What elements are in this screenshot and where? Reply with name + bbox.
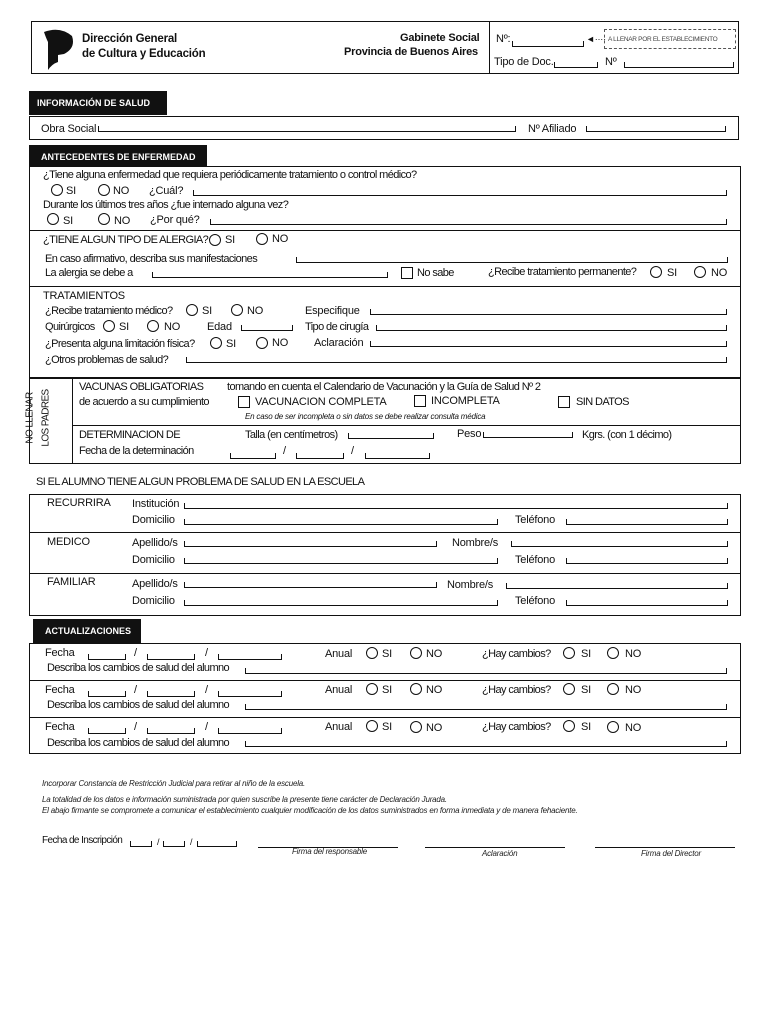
update-3-anual-si-label: SI <box>382 721 392 733</box>
update-2-cambios-si-radio[interactable] <box>563 683 575 695</box>
obra-social-field[interactable] <box>98 123 516 132</box>
alergia-question: ¿TIENE ALGUN TIPO DE ALERGIA? <box>43 234 209 246</box>
update-3-slash-2: / <box>205 721 208 733</box>
escuela-divider-2 <box>29 573 741 574</box>
quirurgicos-no-radio[interactable] <box>147 320 159 332</box>
escuela-title: SI EL ALUMNO TIENE ALGUN PROBLEMA DE SALUD EN LA ESCUELA <box>36 476 365 488</box>
tratamiento-perm-no-radio[interactable] <box>694 266 706 278</box>
familiar-domicilio-label: Domicilio <box>132 595 175 607</box>
internado-question: Durante los últimos tres años ¿fue internado alguna vez? <box>43 199 289 211</box>
medico-label: MEDICO <box>47 536 90 548</box>
update-2-cambios-no-radio[interactable] <box>607 683 619 695</box>
vacunacion-completa-checkbox[interactable] <box>238 396 250 408</box>
footer-aclaracion-label: Aclaración <box>482 849 518 858</box>
determinacion-label: DETERMINACION DE <box>79 429 181 441</box>
update-2-anual-si-label: SI <box>382 684 392 696</box>
quirurgicos-si-label: SI <box>119 321 129 333</box>
update-3-describa-label: Describa los cambios de salud del alumno <box>47 737 230 749</box>
medico-nombre-label: Nombre/s <box>452 537 499 549</box>
update-3-anual-label: Anual <box>325 721 353 733</box>
familiar-telefono-label: Teléfono <box>515 595 555 607</box>
firma-director-label: Firma del Director <box>641 849 701 858</box>
talla-field[interactable] <box>348 430 434 439</box>
edad-field[interactable] <box>241 322 293 331</box>
section-actualizaciones-title: ACTUALIZACIONES <box>33 619 141 643</box>
arrow-left-icon: ◄···· <box>586 34 606 44</box>
inscripcion-slash-1: / <box>157 837 160 847</box>
otros-field[interactable] <box>186 354 727 363</box>
update-1-describa-field[interactable] <box>245 665 727 674</box>
update-2-anual-label: Anual <box>325 684 353 696</box>
institution-name-2: de Cultura y Educación <box>82 48 206 60</box>
alergia-afirmativo-label: En caso afirmativo, describa sus manifestaciones <box>45 253 258 265</box>
no-sabe-label: No sabe <box>417 267 454 279</box>
tratamiento-perm-label: ¿Recibe tratamiento permanente? <box>488 266 637 278</box>
numero-label: Nº: <box>496 33 511 45</box>
quirurgicos-no-label: NO <box>164 321 181 333</box>
inscripcion-day-field[interactable] <box>130 838 152 847</box>
institucion-label: Institución <box>132 498 180 510</box>
cual-field[interactable] <box>193 187 727 196</box>
update-1-anual-no-label: NO <box>426 648 443 660</box>
update-3-anual-no-radio[interactable] <box>410 721 422 733</box>
update-3-cambios-no-radio[interactable] <box>607 721 619 733</box>
footer-note-3: El abajo firmante se compromete a comunicar el establecimiento cualquier modificación de los datos suministrados en forma inmediata y de manera fehaciente. <box>42 806 578 815</box>
footer-note-1: Incorporar Constancia de Restricción Judicial para retirar al niño de la escuela. <box>42 779 306 788</box>
obra-social-label: Obra Social <box>41 123 97 135</box>
recurrira-domicilio-field[interactable] <box>184 516 498 525</box>
alergia-debe-label: La alergia se debe a <box>45 267 133 279</box>
vacunacion-incompleta-checkbox[interactable] <box>414 395 426 407</box>
tipo-cirugia-label: Tipo de cirugía <box>305 321 369 333</box>
vacunas-side-divider <box>72 378 73 464</box>
afiliado-field[interactable] <box>586 123 726 132</box>
enfermedad-question: ¿Tiene alguna enfermedad que requiera periódicamente tratamiento o control médico? <box>43 169 417 181</box>
familiar-apellido-field[interactable] <box>184 579 437 588</box>
alergia-manifestaciones-field[interactable] <box>296 254 728 263</box>
update-3-cambios-label: ¿Hay cambios? <box>482 721 551 733</box>
quirurgicos-label: Quirúrgicos <box>45 321 95 333</box>
vacunacion-completa-label: VACUNACION COMPLETA <box>255 396 387 408</box>
update-2-describa-label: Describa los cambios de salud del alumno <box>47 699 230 711</box>
tratamientos-title: TRATAMIENTOS <box>43 290 125 302</box>
limitacion-si-radio[interactable] <box>210 337 222 349</box>
peso-field[interactable] <box>483 429 573 438</box>
internado-si-label: SI <box>63 215 73 227</box>
alergia-debe-field[interactable] <box>152 269 388 278</box>
enfermedad-si-label: SI <box>66 185 76 197</box>
vacunas-text-1: tomando en cuenta el Calendario de Vacunación y la Guía de Salud Nº 2 <box>227 381 541 393</box>
fecha-det-slash-2: / <box>351 445 354 457</box>
aclaracion-field[interactable] <box>370 338 727 347</box>
inscripcion-year-field[interactable] <box>197 838 237 847</box>
nro-field[interactable] <box>624 59 734 68</box>
gabinete-name-2: Provincia de Buenos Aires <box>344 46 478 58</box>
limitacion-no-label: NO <box>272 337 289 349</box>
vacunas-note: En caso de ser incompleta o sin datos se debe realizar consulta médica <box>245 412 486 421</box>
alergia-no-radio[interactable] <box>256 233 268 245</box>
footer-note-2: La totalidad de los datos e información suministrada por quien suscribe la presente tiene carácter de Declaración Jurada. <box>42 795 447 804</box>
familiar-nombre-label: Nombre/s <box>447 579 494 591</box>
peso-label: Peso <box>457 428 482 440</box>
otros-label: ¿Otros problemas de salud? <box>45 354 169 366</box>
province-logo-icon <box>42 28 76 70</box>
update-3-describa-field[interactable] <box>245 738 727 747</box>
tipo-cirugia-field[interactable] <box>376 322 727 331</box>
update-2-slash-2: / <box>205 684 208 696</box>
aclaracion-line <box>425 847 565 848</box>
update-1-cambios-si-radio[interactable] <box>563 647 575 659</box>
update-1-cambios-no-label: NO <box>625 648 642 660</box>
trat-medico-si-radio[interactable] <box>186 304 198 316</box>
update-1-slash-2: / <box>205 647 208 659</box>
tratamiento-perm-no-label: NO <box>711 267 728 279</box>
vacunas-side-label-2: LOS PADRES <box>40 389 52 447</box>
firma-responsable-label: Firma del responsable <box>292 847 367 856</box>
update-3-year-field[interactable] <box>218 725 282 734</box>
update-1-day-field[interactable] <box>88 651 126 660</box>
internado-no-radio[interactable] <box>98 213 110 225</box>
medico-apellido-label: Apellido/s <box>132 537 178 549</box>
tipo-doc-label: Tipo de Doc. <box>494 56 554 68</box>
afiliado-label: Nº Afiliado <box>528 123 577 135</box>
institucion-field[interactable] <box>184 500 728 509</box>
update-3-cambios-no-label: NO <box>625 722 642 734</box>
update-3-month-field[interactable] <box>147 725 195 734</box>
antecedentes-divider-1 <box>29 230 741 231</box>
tipo-doc-field[interactable] <box>554 59 598 68</box>
update-2-slash-1: / <box>134 684 137 696</box>
update-3-cambios-si-radio[interactable] <box>563 720 575 732</box>
header-divider <box>489 21 490 74</box>
update-2-year-field[interactable] <box>218 688 282 697</box>
trat-medico-label: ¿Recibe tratamiento médico? <box>45 305 173 317</box>
update-2-anual-no-label: NO <box>426 684 443 696</box>
internado-no-label: NO <box>114 215 131 227</box>
update-1-month-field[interactable] <box>147 651 195 660</box>
establishment-note: A LLENAR POR EL ESTABLECIMIENTO <box>608 36 718 43</box>
vacunas-divider <box>72 425 741 426</box>
tratamiento-perm-si-radio[interactable] <box>650 266 662 278</box>
trat-medico-no-label: NO <box>247 305 264 317</box>
update-1-fecha-label: Fecha <box>45 647 75 659</box>
medico-telefono-field[interactable] <box>566 555 728 564</box>
update-1-slash-1: / <box>134 647 137 659</box>
recurrira-domicilio-label: Domicilio <box>132 514 175 526</box>
fecha-det-year-field[interactable] <box>365 450 430 459</box>
update-3-slash-1: / <box>134 721 137 733</box>
section-salud-title: INFORMACIÓN DE SALUD <box>29 91 167 115</box>
section-antecedentes-title: ANTECEDENTES DE ENFERMEDAD <box>29 145 207 167</box>
gabinete-name-1: Gabinete Social <box>400 32 480 44</box>
update-3-anual-si-radio[interactable] <box>366 720 378 732</box>
update-1-anual-si-label: SI <box>382 648 392 660</box>
alergia-no-label: NO <box>272 233 289 245</box>
update-2-day-field[interactable] <box>88 688 126 697</box>
medico-domicilio-label: Domicilio <box>132 554 175 566</box>
update-2-cambios-si-label: SI <box>581 684 591 696</box>
update-3-fecha-label: Fecha <box>45 721 75 733</box>
alergia-si-radio[interactable] <box>209 234 221 246</box>
trat-medico-si-label: SI <box>202 305 212 317</box>
update-1-cambios-no-radio[interactable] <box>607 647 619 659</box>
update-3-cambios-si-label: SI <box>581 721 591 733</box>
update-3-day-field[interactable] <box>88 725 126 734</box>
recurrira-telefono-label: Teléfono <box>515 514 555 526</box>
medico-domicilio-field[interactable] <box>184 555 498 564</box>
sin-datos-checkbox[interactable] <box>558 396 570 408</box>
quirurgicos-si-radio[interactable] <box>103 320 115 332</box>
actualizaciones-divider-2 <box>29 717 741 718</box>
update-2-month-field[interactable] <box>147 688 195 697</box>
limitacion-label: ¿Presenta alguna limitación física? <box>45 338 195 350</box>
vacunas-text-2: de acuerdo a su cumplimiento <box>79 396 209 408</box>
escuela-divider-1 <box>29 532 741 533</box>
familiar-domicilio-field[interactable] <box>184 597 498 606</box>
numero-field[interactable] <box>512 38 584 47</box>
no-sabe-checkbox[interactable] <box>401 267 413 279</box>
recurrira-label: RECURRIRA <box>47 497 111 509</box>
cual-label: ¿Cuál? <box>149 185 184 197</box>
nro-label: Nº <box>605 56 617 68</box>
update-1-anual-si-radio[interactable] <box>366 647 378 659</box>
limitacion-no-radio[interactable] <box>256 337 268 349</box>
update-2-anual-no-radio[interactable] <box>410 683 422 695</box>
update-1-cambios-si-label: SI <box>581 648 591 660</box>
vacunacion-incompleta-label: INCOMPLETA <box>431 395 500 407</box>
update-2-anual-si-radio[interactable] <box>366 683 378 695</box>
update-1-cambios-label: ¿Hay cambios? <box>482 648 551 660</box>
actualizaciones-divider-1 <box>29 680 741 681</box>
medico-apellido-field[interactable] <box>184 538 437 547</box>
especifique-field[interactable] <box>370 306 727 315</box>
update-2-describa-field[interactable] <box>245 701 727 710</box>
tratamiento-perm-si-label: SI <box>667 267 677 279</box>
update-1-anual-no-radio[interactable] <box>410 647 422 659</box>
enfermedad-si-radio[interactable] <box>51 184 63 196</box>
aclaracion-label: Aclaración <box>314 337 364 349</box>
fecha-det-slash-1: / <box>283 445 286 457</box>
fecha-inscripcion-label: Fecha de Inscripción <box>42 835 123 846</box>
fecha-det-month-field[interactable] <box>296 450 344 459</box>
firma-director-line <box>595 847 735 848</box>
trat-medico-no-radio[interactable] <box>231 304 243 316</box>
medico-telefono-label: Teléfono <box>515 554 555 566</box>
update-1-describa-label: Describa los cambios de salud del alumno <box>47 662 230 674</box>
fecha-determinacion-label: Fecha de la determinación <box>79 445 194 457</box>
update-2-cambios-label: ¿Hay cambios? <box>482 684 551 696</box>
institution-name-1: Dirección General <box>82 33 178 45</box>
enfermedad-no-label: NO <box>113 185 130 197</box>
inscripcion-month-field[interactable] <box>163 838 185 847</box>
vacunas-side-label-1: NO LLENAR <box>24 392 36 444</box>
update-1-year-field[interactable] <box>218 651 282 660</box>
talla-label: Talla (en centímetros) <box>245 429 338 441</box>
alergia-si-label: SI <box>225 234 235 246</box>
update-3-anual-no-label: NO <box>426 722 443 734</box>
internado-si-radio[interactable] <box>47 213 59 225</box>
kgrs-label: Kgrs. (con 1 décimo) <box>582 429 672 441</box>
especifique-label: Especifique <box>305 305 360 317</box>
antecedentes-divider-2 <box>29 286 741 287</box>
sin-datos-label: SIN DATOS <box>576 396 629 408</box>
update-1-anual-label: Anual <box>325 648 353 660</box>
familiar-apellido-label: Apellido/s <box>132 578 178 590</box>
familiar-telefono-field[interactable] <box>566 597 728 606</box>
fecha-det-day-field[interactable] <box>230 450 276 459</box>
porque-label: ¿Por qué? <box>150 214 200 226</box>
familiar-label: FAMILIAR <box>47 576 96 588</box>
vacunas-title: VACUNAS OBLIGATORIAS <box>79 381 204 393</box>
inscripcion-slash-2: / <box>190 837 193 847</box>
familiar-nombre-field[interactable] <box>506 580 728 589</box>
update-2-cambios-no-label: NO <box>625 684 642 696</box>
porque-field[interactable] <box>210 216 727 225</box>
enfermedad-no-radio[interactable] <box>98 184 110 196</box>
edad-label: Edad <box>207 321 232 333</box>
update-2-fecha-label: Fecha <box>45 684 75 696</box>
medico-nombre-field[interactable] <box>511 538 728 547</box>
recurrira-telefono-field[interactable] <box>566 516 728 525</box>
limitacion-si-label: SI <box>226 338 236 350</box>
